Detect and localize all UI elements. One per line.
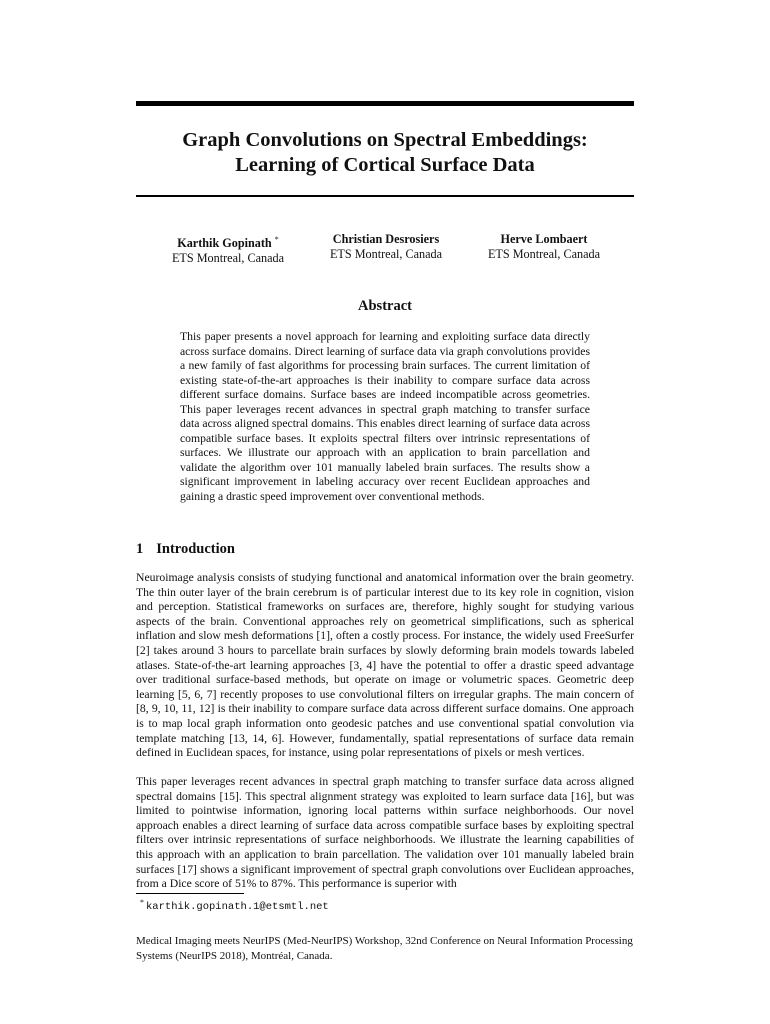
author-3 [482,232,606,262]
author-1 [168,232,288,266]
footnote-email[interactable]: karthik.gopinath.1@etsmtl.net [146,901,329,913]
conference-note [136,934,634,964]
intro-paragraph-1: Neuroimage analysis consists of studying functional and anatomical information over the brain geometry. The thin outer layer of the brain cerebrum is of particular interest due to its key role in cognition, vision and perception. Statistical frameworks on surfaces are, therefore, highly sought for studying various aspects of the brain. Conventional approaches rely on geometrical simplifications, such as spherical inflation and slow mesh deformations [1], often a costly process. For instance, the widely used FreeSurfer [2] takes around 3 hours to parcellate brain surfaces by slowly deforming brain models towards labeled atlases. State-of-the-art learning approaches [3, 4] have the potential to offer a drastic speed advantage over traditional surface-based methods, but operate on image or volumetric spaces. Geometric deep learning [5, 6, 7] recently proposes to use convolutional filters on irregular graphs. The main concern of [8, 9, 10, 11, 12] is their inability to compare surface data across different surface domains. One approach is to map local graph information onto geodesic patches and use conventional spatial convolution via template matching [13, 14, 6]. However, fundamentally, spatial representations of surface data remain defined in Euclidean spaces, for instance, using polar representations of pixels or mesh vertices. [136,571,634,760]
title-line-2: Learning of Cortical Surface Data [235,154,535,176]
intro-paragraph-2: This paper leverages recent advances in spectral graph matching to transfer surface data across aligned spectral domains [15]. This spectral alignment strategy was exploited to learn surface data [16], but was limited to pointwise information, ignoring local patterns within surface neighborhoods. Our novel approach enables a direct learning of surface data across compatible surface bases by exploiting spectral filters over intrinsic representations of surface neighborhoods. We illustrate the learning capabilities of this approach with an application to brain parcellation. The validation over 101 manually labeled brain surfaces [17] shows a significant improvement of spectral graph convolutions over Euclidean approaches, from a Dice score of 51% to 87%. This performance is superior with [136,775,634,891]
section-heading [136,540,235,558]
author-1-name: Karthik Gopinath [177,236,272,250]
title-line-1: Graph Convolutions on Spectral Embeddings: [182,129,588,151]
author-2 [322,232,450,262]
section-number: 1 [136,541,144,557]
section-title: Introduction [156,541,235,557]
author-3-affiliation: ETS Montreal, Canada [487,247,601,261]
author-2-affiliation: ETS Montreal, Canada [329,247,443,261]
title-bottom-rule [136,195,634,197]
abstract-heading: Abstract [358,298,412,314]
author-2-name: Christian Desrosiers [332,232,440,246]
paper-title [136,128,634,178]
conference-line-2: Systems (NeurIPS 2018), Montréal, Canada. [136,950,333,962]
author-1-footnote-mark: * [274,235,279,244]
author-block [136,232,634,266]
footnote-rule [136,893,244,894]
footnote [140,896,329,914]
conference-line-1: Medical Imaging meets NeurIPS (Med-NeurIPS) Workshop, 32nd Conference on Neural Information Processing [136,935,633,947]
abstract-text: This paper presents a novel approach for learning and exploiting surface data directly across surface domains. Direct learning of surface data via graph convolutions provides a new family of fast algorithms for processing brain surfaces. The current limitation of existing state-of-the-art approaches is their inability to compare surface data across different surface domains. Surface bases are indeed incompatible across geometries. This paper leverages recent advances in spectral graph matching to transfer surface data across aligned spectral domains. This enables direct learning of surface data across compatible surface bases. It exploits spectral filters over intrinsic representations of surfaces. We illustrate our approach with an application to brain parcellation and validate the algorithm over 101 manually labeled brain surfaces. The results show a significant improvement in labeling accuracy over recent Euclidean approaches and gaining a drastic speed improvement over conventional methods. [180,330,590,503]
title-top-rule [136,101,634,106]
author-3-name: Herve Lombaert [500,232,588,246]
footnote-mark: * [140,898,144,907]
author-1-affiliation: ETS Montreal, Canada [171,251,285,265]
